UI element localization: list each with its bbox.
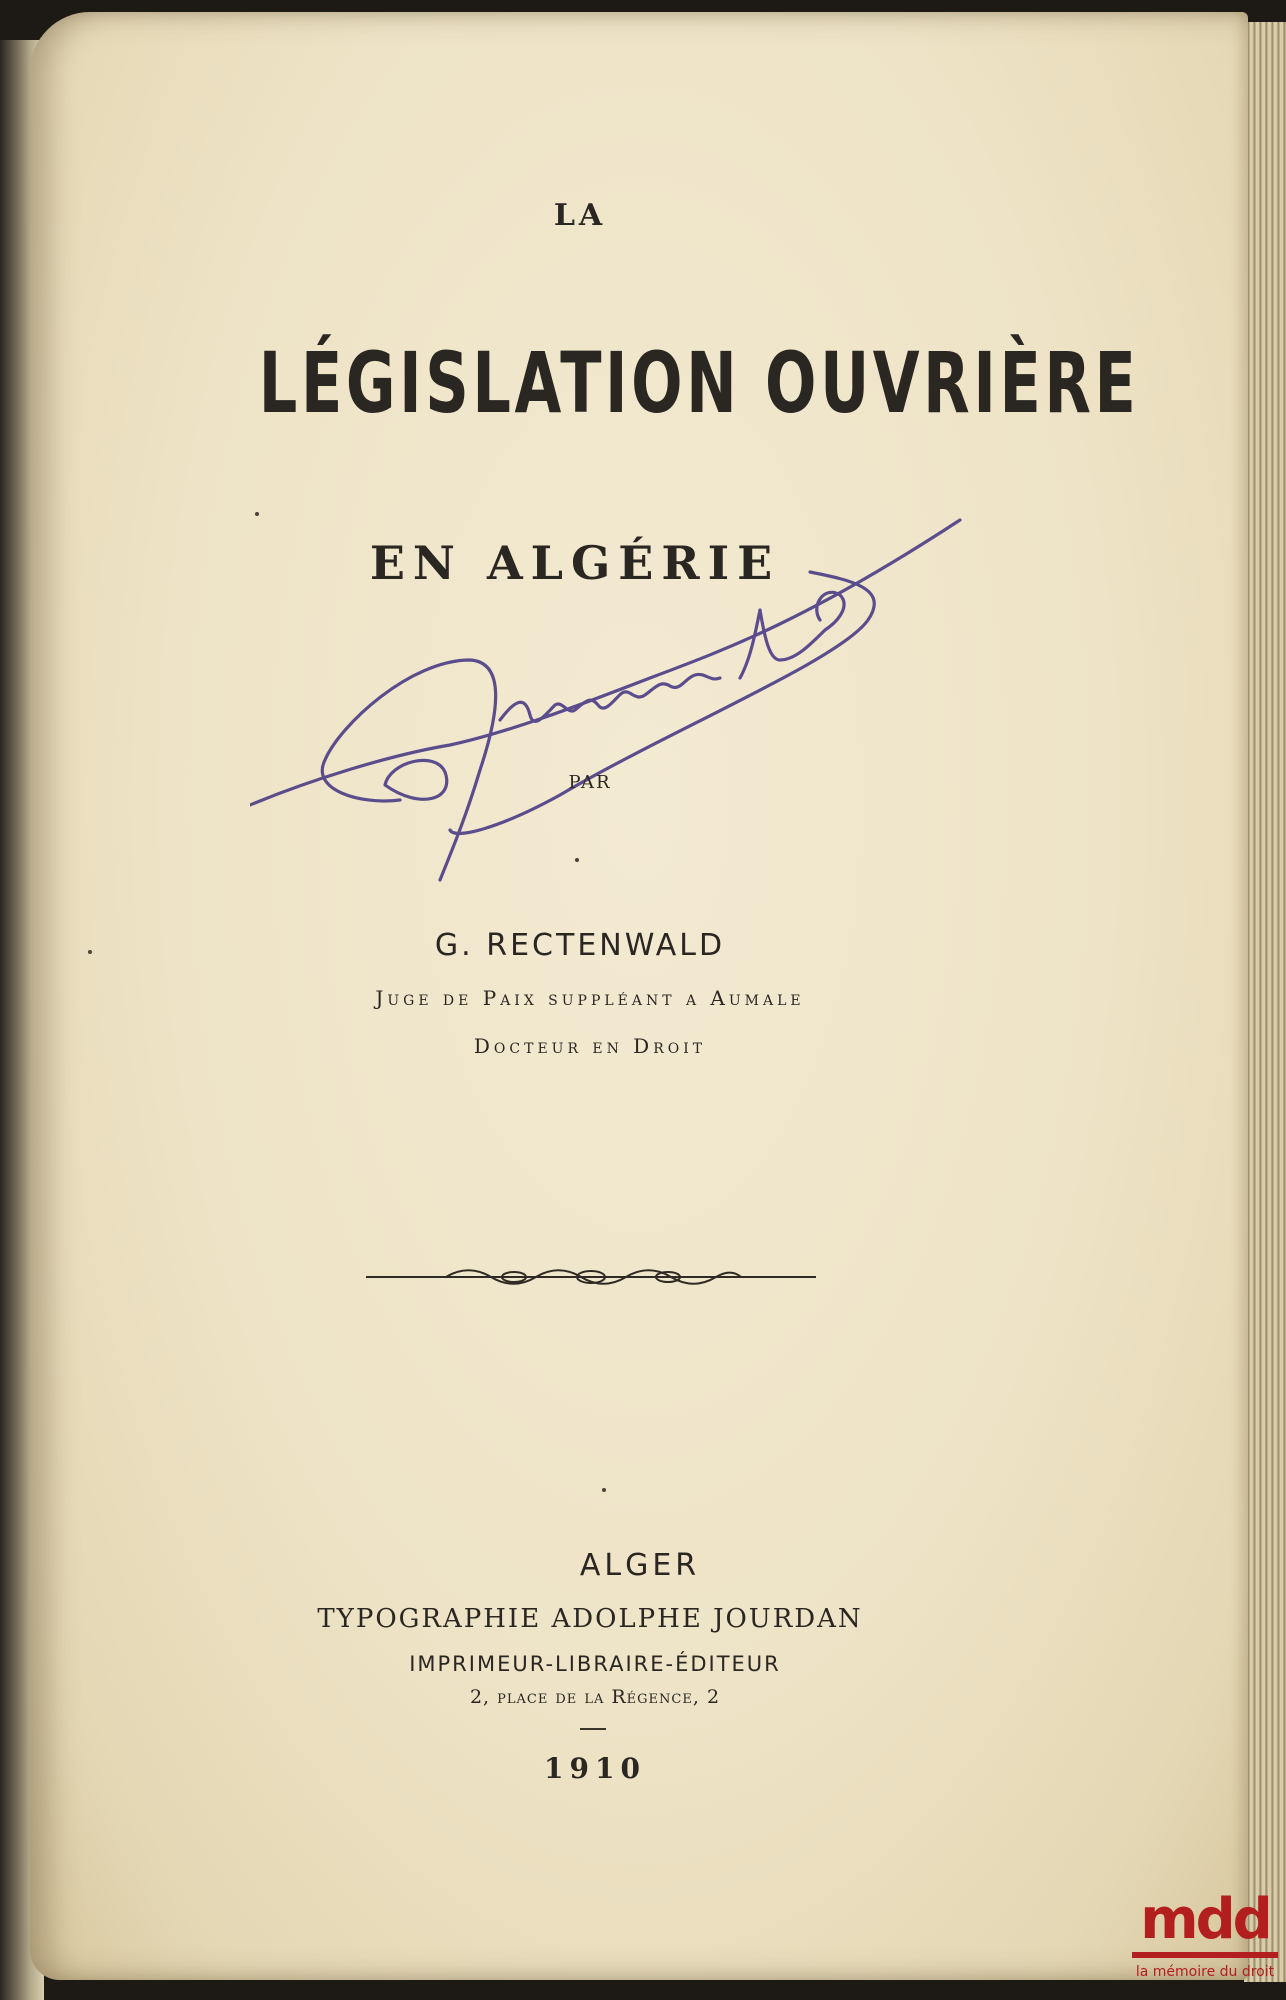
- logo-tagline: la mémoire du droit: [1135, 1964, 1275, 1980]
- by-label: PAR: [568, 772, 612, 793]
- printer-title: IMPRIMEUR-LIBRAIRE-ÉDITEUR: [409, 1652, 781, 1676]
- mdd-logo: [1124, 1887, 1286, 2000]
- main-title: LÉGISLATION OUVRIÈRE: [258, 334, 1140, 432]
- ink-speck: [255, 512, 259, 516]
- ornamental-divider: [366, 1262, 816, 1292]
- ink-speck: [602, 1488, 606, 1492]
- ink-speck: [88, 950, 92, 954]
- logo-underline: [1132, 1952, 1278, 1958]
- printer-address: 2, place de la Régence, 2: [469, 1686, 721, 1708]
- author-role: Juge de Paix suppléant a Aumale: [375, 986, 805, 1010]
- title-prefix: LA: [553, 198, 607, 233]
- publication-city: ALGER: [579, 1548, 701, 1583]
- divider-dash: [580, 1728, 606, 1730]
- handwritten-signature: [250, 510, 970, 890]
- printer-name: TYPOGRAPHIE ADOLPHE JOURDAN: [317, 1604, 863, 1634]
- author-name: G. RECTENWALD: [434, 928, 726, 963]
- subtitle: EN ALGÉRIE: [369, 536, 781, 590]
- publication-year: 1910: [544, 1752, 646, 1785]
- page-edges: [1244, 22, 1286, 1982]
- author-degree: Docteur en Droit: [473, 1034, 707, 1058]
- ink-speck: [575, 858, 579, 862]
- mdd-logo-mark: mdd: [1140, 1887, 1270, 1952]
